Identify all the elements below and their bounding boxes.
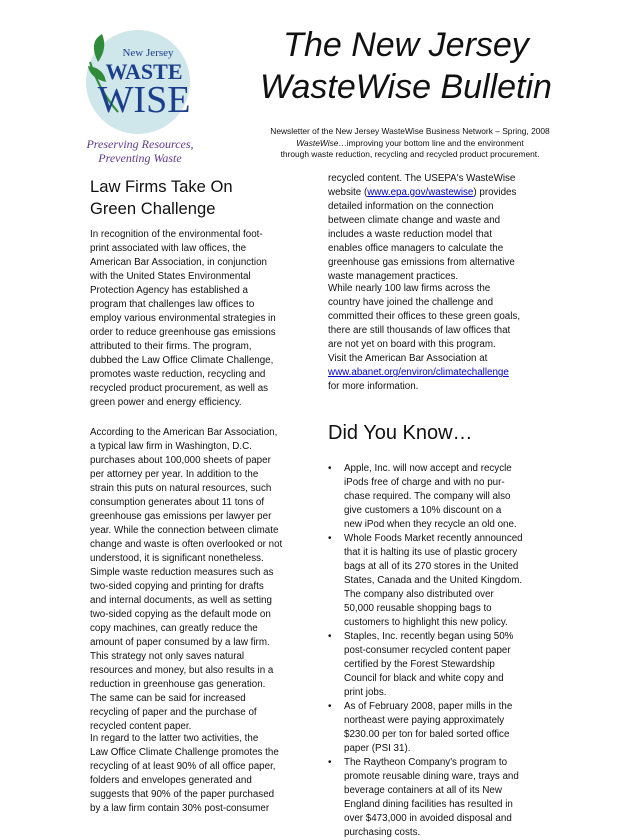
text-line: Protection Agency has established a (90, 285, 248, 296)
text-line: greenhouse gas emissions per lawyer per (90, 511, 272, 522)
text-line: recycling of at least 90% of all office paper, (90, 761, 276, 772)
subhead-line-2-rest: …improving your bottom line and the environment (338, 137, 524, 148)
text-line: consumption generates about 11 tons of (90, 497, 265, 508)
bullet-icon: • (328, 631, 332, 642)
text-line: enables office managers to calculate the (328, 243, 504, 254)
text-line: England dining facilities has resulted in (344, 799, 513, 810)
text-line: paper (PSI 31). (344, 743, 411, 754)
text-line: The Raytheon Company's program to (344, 757, 508, 768)
bullet-icon: • (328, 533, 332, 544)
text-line: purchases about 100,000 sheets of paper (90, 455, 271, 466)
text-line: two-sided copying as the default mode on (90, 609, 271, 620)
text-line: change and waste is often overlooked or not (90, 539, 283, 550)
text-line: recycled product procurement, as well as (90, 383, 269, 394)
text-line: promotes waste reduction, recycling and (90, 369, 266, 380)
text-line: detailed information on the connection (328, 201, 494, 212)
text-line: give customers a 10% discount on a (344, 505, 502, 516)
text-line: iPods free of charge and with no pur- (344, 477, 505, 488)
text-line: that it is halting its use of plastic grocery (344, 547, 518, 558)
did-you-know-heading: Did You Know… (328, 422, 473, 444)
left-paragraph-3 (90, 732, 305, 816)
text-line: employ various environmental strategies in (90, 313, 276, 324)
title-line-2: WasteWise Bulletin (260, 68, 552, 106)
text-fragment: ) provides (473, 187, 517, 198)
text-line: While nearly 100 law firms across the (328, 283, 491, 294)
text-line: waste management practices. (328, 271, 459, 282)
text-line: $230.00 per ton for baled sorted office (344, 729, 510, 740)
text-line: there are still thousands of law offices that (328, 325, 511, 336)
text-line (328, 186, 528, 200)
subhead-wastewise: WasteWise (296, 137, 339, 148)
bullet-icon: • (328, 701, 332, 712)
text-line: purchasing costs. (344, 827, 421, 838)
logo-tagline-2: Preventing Waste (98, 151, 182, 165)
article-title-line-2: Green Challenge (90, 199, 216, 218)
text-line: between climate change and waste and (328, 215, 501, 226)
text-line: American Bar Association, in conjunction (90, 257, 267, 268)
text-line: In recognition of the environmental foot- (90, 229, 263, 240)
text-line: includes a waste reduction model that (328, 229, 492, 240)
article-title (90, 176, 233, 220)
did-you-know-item (328, 756, 523, 840)
text-line: print jobs. (344, 687, 387, 698)
text-line: recycled content paper. (90, 721, 192, 732)
did-you-know-item (328, 462, 523, 532)
text-line: 50,000 reusable shopping bags to (344, 603, 492, 614)
text-line: reduction in greenhouse gas generation. (90, 679, 266, 690)
text-line: two-sided copying and printing for drafts (90, 581, 264, 592)
text-line: northeast were paying approximately (344, 715, 505, 726)
text-line: Simple waste reduction measures such as (90, 567, 274, 578)
text-line: per attorney per year. In addition to the (90, 469, 259, 480)
text-line: year. While the connection between climate (90, 525, 279, 536)
did-you-know-list (328, 462, 523, 840)
right-paragraph-2 (328, 282, 528, 394)
bullet-icon: • (328, 463, 332, 474)
aba-climate-challenge-link[interactable]: www.abanet.org/environ/climatechallenge (328, 367, 509, 378)
subhead-line-2 (226, 138, 594, 150)
text-line: greenhouse gas emissions from alternative (328, 257, 515, 268)
text-line: beverage containers at all of its New (344, 785, 502, 796)
text-line: In regard to the latter two activities, the (90, 733, 259, 744)
text-line: program that challenges law offices to (90, 299, 255, 310)
text-line: committed their offices to these green goals, (328, 311, 521, 322)
text-line: resources and money, but also results in a (90, 665, 274, 676)
text-line: As of February 2008, paper mills in the (344, 701, 513, 712)
text-line: recycled content. The USEPA's WasteWise (328, 173, 516, 184)
text-line: over $473,000 in avoided disposal and (344, 813, 512, 824)
text-line: copy machines, can greatly reduce the (90, 623, 258, 634)
text-line (328, 366, 528, 380)
text-line: According to the American Bar Association, (90, 427, 278, 438)
epa-wastewise-link[interactable]: www.epa.gov/wastewise (367, 187, 474, 198)
text-line: with the United States Environmental (90, 271, 251, 282)
text-line: attributed to their firms. The program, (90, 341, 252, 352)
left-paragraph-1 (90, 228, 305, 410)
text-fragment: website ( (328, 187, 368, 198)
text-line: for more information. (328, 381, 419, 392)
text-line: certified by the Forest Stewardship (344, 659, 495, 670)
logo-word-wise: WISE (97, 79, 191, 121)
text-line: This strategy not only saves natural (90, 651, 245, 662)
bullet-icon: • (328, 757, 332, 768)
text-line: Whole Foods Market recently announced (344, 533, 523, 544)
text-line: suggests that 90% of the paper purchased (90, 789, 275, 800)
text-line: a typical law firm in Washington, D.C. (90, 441, 252, 452)
text-line: bags at all of its 270 stores in the United (344, 561, 519, 572)
text-line: print associated with law offices, the (90, 243, 247, 254)
text-line: folders and envelopes generated and (90, 775, 252, 786)
text-line: and internal documents, as well as setting (90, 595, 272, 606)
right-paragraph-1 (328, 172, 528, 284)
text-line: dubbed the Law Office Climate Challenge, (90, 355, 274, 366)
logo-word-waste: WASTE (105, 59, 183, 84)
text-line: strain this puts on natural resources, such (90, 483, 272, 494)
text-line: order to reduce greenhouse gas emissions (90, 327, 276, 338)
article-title-line-1: Law Firms Take On (90, 177, 233, 196)
text-line: amount of paper consumed by a law firm. (90, 637, 270, 648)
subhead-line-1: Newsletter of the New Jersey WasteWise Business Network – Spring, 2008 (270, 126, 550, 136)
text-line: recycling of paper and the purchase of (90, 707, 257, 718)
subhead-line-3: through waste reduction, recycling and recycled product procurement. (280, 149, 540, 160)
did-you-know-item (328, 630, 523, 700)
text-line: new iPod when they recycle an old one. (344, 519, 517, 530)
text-line: by a law firm contain 30% post-consumer (90, 803, 270, 814)
text-line: understood, it is significant nonetheless. (90, 553, 264, 564)
bulletin-title (206, 24, 606, 108)
text-line: Apple, Inc. will now accept and recycle (344, 463, 512, 474)
wastewise-logo (78, 22, 206, 172)
text-line: customers to highlight this new policy. (344, 617, 508, 628)
text-line: Visit the American Bar Association at (328, 353, 488, 364)
did-you-know-item (328, 532, 523, 630)
text-line: country have joined the challenge and (328, 297, 494, 308)
left-paragraph-2 (90, 426, 305, 734)
did-you-know-item (328, 700, 523, 756)
text-line: chase required. The company will also (344, 491, 511, 502)
text-line: States, Canada and the United Kingdom. (344, 575, 523, 586)
text-line: The company also distributed over (344, 589, 494, 600)
text-line: promote reusable dining ware, trays and (344, 771, 519, 782)
text-line: post-consumer recycled content paper (344, 645, 511, 656)
newsletter-subhead (226, 126, 594, 161)
text-line: The same can be said for increased (90, 693, 246, 704)
logo-top-text: New Jersey (122, 47, 174, 59)
text-line: Law Office Climate Challenge promotes the (90, 747, 279, 758)
text-line: are not yet on board with this program. (328, 339, 496, 350)
title-line-1: The New Jersey (283, 26, 529, 64)
text-line: Staples, Inc. recently began using 50% (344, 631, 514, 642)
text-line: green power and energy efficiency. (90, 397, 242, 408)
logo-tagline-1: Preserving Resources, (86, 137, 194, 151)
text-line: Council for black and white copy and (344, 673, 504, 684)
